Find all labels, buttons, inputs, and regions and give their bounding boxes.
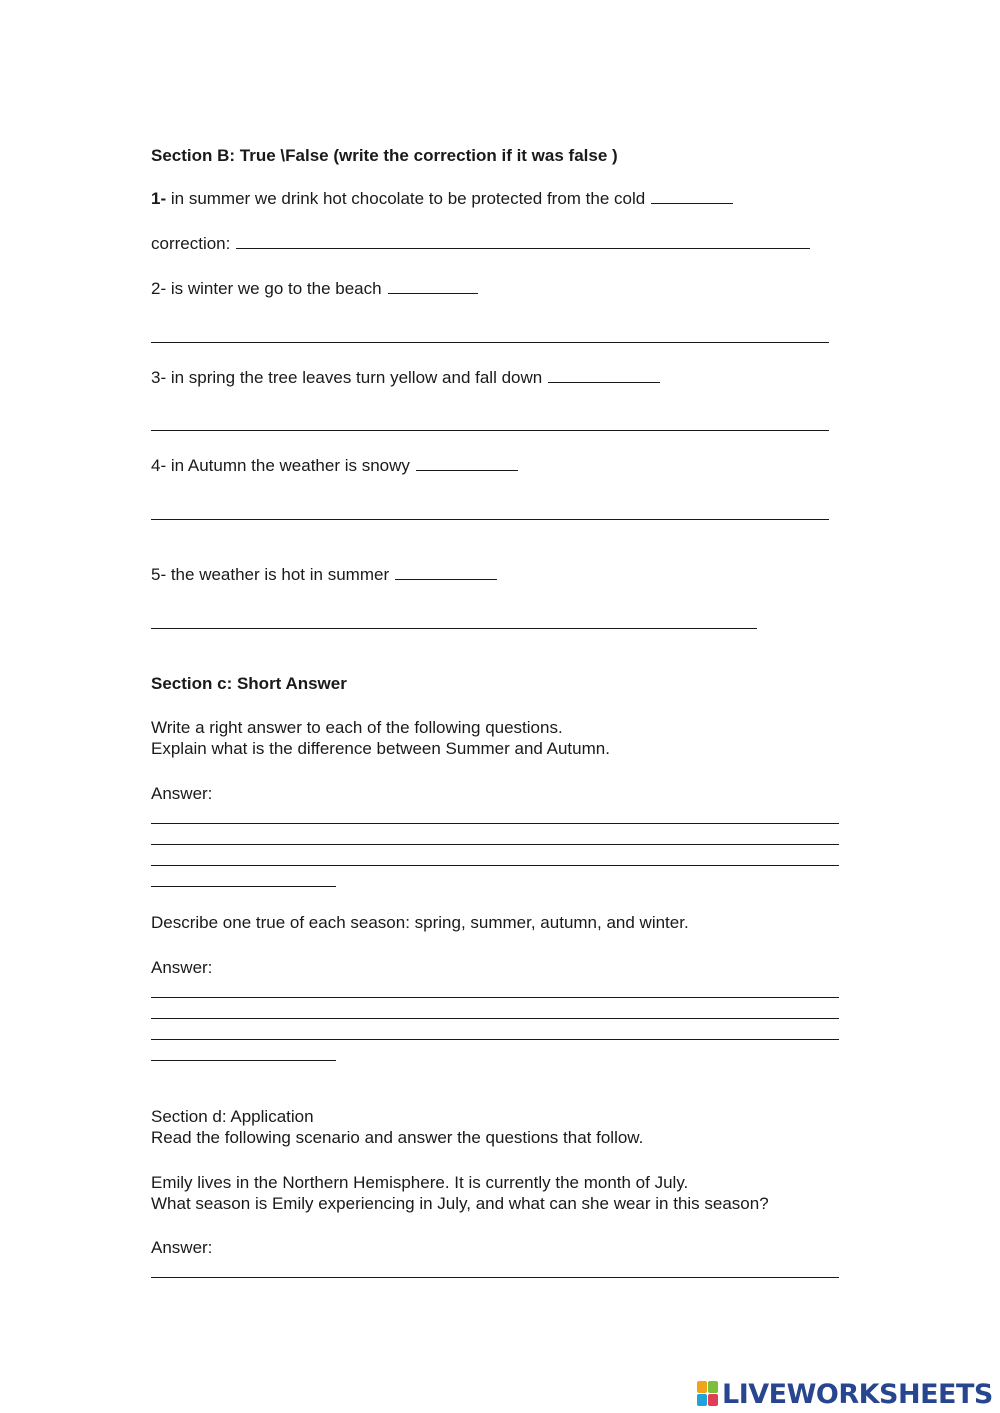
logo-block <box>708 1381 718 1393</box>
answer-line[interactable] <box>151 886 336 887</box>
question-4-text: 4- in Autumn the weather is snowy <box>151 456 410 475</box>
section-c-instruction: Write a right answer to each of the following questions. <box>151 718 563 737</box>
answer-line[interactable] <box>151 997 839 998</box>
logo-icon <box>697 1381 719 1407</box>
answer-blank-1[interactable] <box>651 188 733 204</box>
question-1 <box>151 188 733 209</box>
liveworksheets-logo <box>697 1378 993 1410</box>
answer-line[interactable] <box>151 865 839 866</box>
answer-line[interactable] <box>151 844 839 845</box>
question-5-text: 5- the weather is hot in summer <box>151 565 390 584</box>
correction-line-3[interactable] <box>151 430 829 431</box>
brand-name: LIVEWORKSHEETS <box>722 1378 993 1410</box>
correction-blank[interactable] <box>236 233 810 249</box>
section-c-question-2: Describe one true of each season: spring, summer, autumn, and winter. <box>151 913 689 932</box>
answer-blank-3[interactable] <box>548 367 660 383</box>
question-5 <box>151 564 497 585</box>
correction-label: correction: <box>151 234 231 253</box>
answer-line[interactable] <box>151 1018 839 1019</box>
question-3-text: 3- in spring the tree leaves turn yellow and fall down <box>151 368 543 387</box>
section-b-title: Section B: True \False (write the correction if it was false ) <box>151 146 618 165</box>
question-3 <box>151 367 660 388</box>
correction-line-4[interactable] <box>151 519 829 520</box>
answer-blank-4[interactable] <box>416 455 518 471</box>
section-d-question: What season is Emily experiencing in July, and what can she wear in this season? <box>151 1194 769 1213</box>
question-4 <box>151 455 518 476</box>
section-c-answer-label-1: Answer: <box>151 784 213 803</box>
answer-blank-5[interactable] <box>395 564 497 580</box>
answer-line[interactable] <box>151 823 839 824</box>
answer-blank-2[interactable] <box>388 278 478 294</box>
correction-line-2[interactable] <box>151 342 829 343</box>
logo-block <box>708 1394 718 1406</box>
section-c-question-1: Explain what is the difference between Summer and Autumn. <box>151 739 610 758</box>
answer-line[interactable] <box>151 1039 839 1040</box>
section-c-title: Section c: Short Answer <box>151 674 347 693</box>
section-d-instruction: Read the following scenario and answer the questions that follow. <box>151 1128 644 1147</box>
question-1-number: 1- <box>151 189 167 208</box>
logo-block <box>697 1381 707 1393</box>
correction-line-5[interactable] <box>151 628 757 629</box>
section-c-answer-label-2: Answer: <box>151 958 213 977</box>
correction-row <box>151 233 810 254</box>
question-2 <box>151 278 478 299</box>
answer-line[interactable] <box>151 1060 336 1061</box>
logo-block <box>697 1394 707 1406</box>
section-d-answer-label: Answer: <box>151 1238 213 1257</box>
answer-line[interactable] <box>151 1277 839 1278</box>
section-d-title: Section d: Application <box>151 1107 314 1126</box>
question-1-text: in summer we drink hot chocolate to be protected from the cold <box>170 189 646 208</box>
section-d-scenario: Emily lives in the Northern Hemisphere. It is currently the month of July. <box>151 1173 689 1192</box>
question-2-text: 2- is winter we go to the beach <box>151 279 382 298</box>
